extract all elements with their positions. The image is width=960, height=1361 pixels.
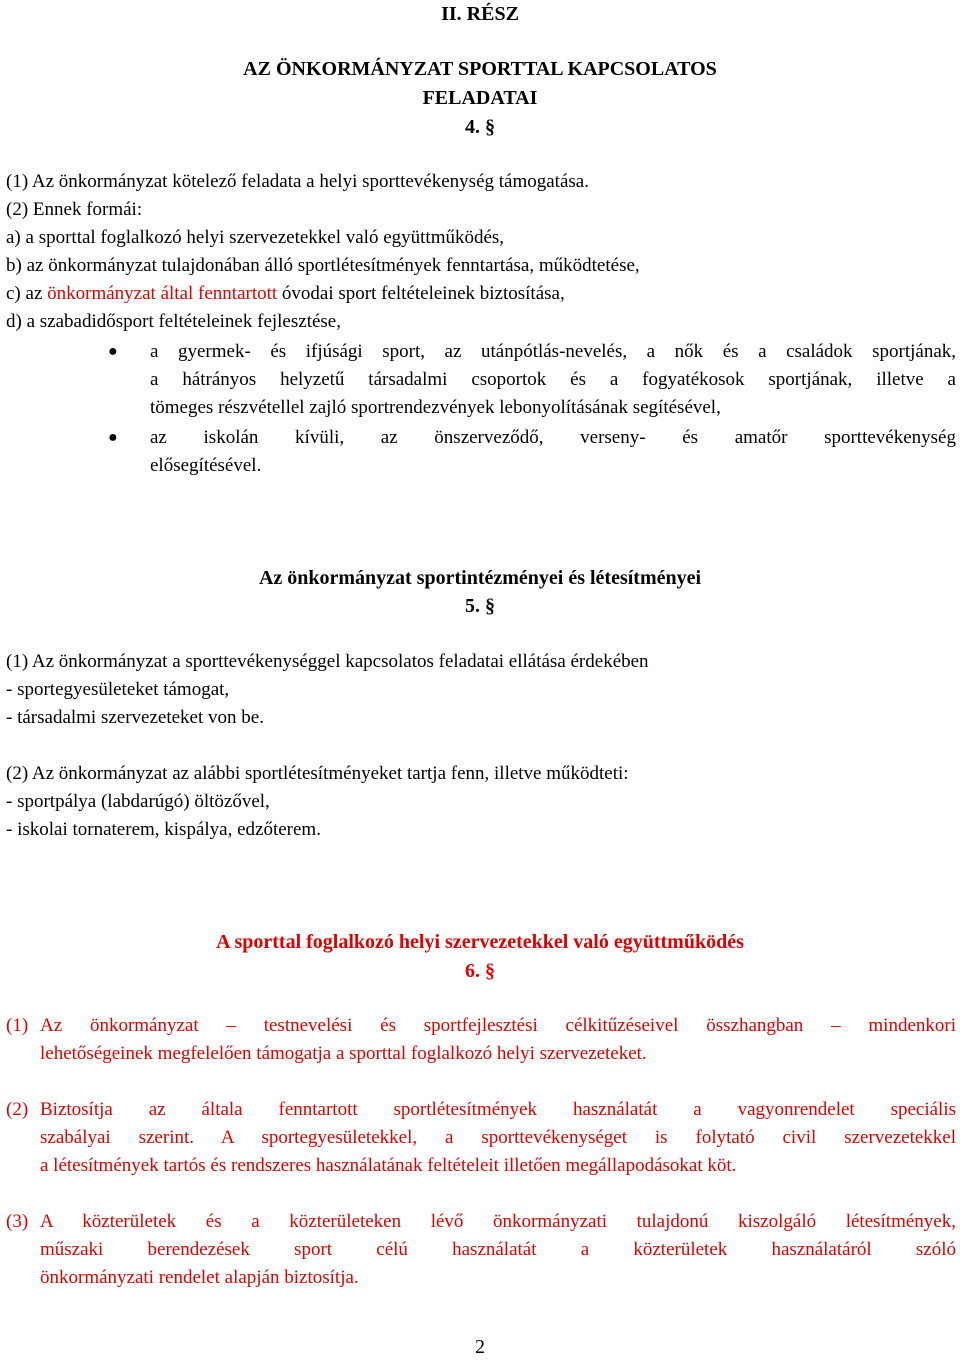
bullet-1-marker: ● xyxy=(108,343,118,360)
bullet-1-line2: a hátrányos helyzetű társadalmi csoportok és a fogyatékosok sportjának, illetve a xyxy=(150,369,956,390)
bullet-2-line2: elősegítésével. xyxy=(150,455,262,476)
s6-point-1-line2: lehetőségeinek megfelelően támogatja a sporttal foglalkozó helyi szervezeteket. xyxy=(40,1043,647,1064)
s6-point-1-number: (1) xyxy=(6,1015,29,1036)
s5-point-1-item-1: - sportegyesületeket támogat, xyxy=(6,679,230,700)
s6-point-3-line2: műszaki berendezések sport célú használatát a közterületek használatáról szóló xyxy=(40,1239,956,1260)
heading-5: Az önkormányzat sportintézményei és létesítményei xyxy=(258,567,702,589)
bullet-2-line1: az iskolán kívüli, az önszerveződő, verseny- és amatőr sporttevékenység xyxy=(150,427,956,448)
s4-item-c-amended: önkormányzat által fenntartott xyxy=(47,283,278,304)
part-title: II. RÉSZ xyxy=(441,3,519,25)
s4-point-2: (2) Ennek formái: xyxy=(6,199,143,220)
s5-point-2-item-1: - sportpálya (labdarúgó) öltözővel, xyxy=(6,791,270,812)
bullet-2-marker: ● xyxy=(108,429,118,446)
page-number: 2 xyxy=(475,1336,485,1358)
s6-point-2-line3: a létesítmények tartós és rendszeres használatának feltételeit illetően megállapodásokat köt. xyxy=(40,1155,737,1176)
s4-item-a: a) a sporttal foglalkozó helyi szervezetekkel való együttműködés, xyxy=(6,227,505,248)
s6-point-3-line3: önkormányzati rendelet alapján biztosítja. xyxy=(40,1267,359,1288)
s4-item-d: d) a szabadidősport feltételeinek fejlesztése, xyxy=(6,311,341,332)
s6-point-3-number: (3) xyxy=(6,1211,29,1232)
bullet-1-line1: a gyermek- és ifjúsági sport, az utánpótlás-nevelés, a nők és a családok sportjának, xyxy=(150,341,956,362)
heading-6: A sporttal foglalkozó helyi szervezetekkel való együttműködés xyxy=(216,931,744,953)
s5-point-1: (1) Az önkormányzat a sporttevékenységgel kapcsolatos feladatai ellátása érdekében xyxy=(6,651,649,672)
s6-point-2-number: (2) xyxy=(6,1099,29,1120)
s6-point-2-line2: szabályai szerint. A sportegyesületekkel, a sporttevékenységet is folytató civil szervezetekkel xyxy=(40,1127,956,1148)
s6-point-1-line1: Az önkormányzat – testnevelési és sportfejlesztési célkitűzéseivel összhangban – mindenkori xyxy=(40,1015,956,1036)
s5-point-2: (2) Az önkormányzat az alábbi sportlétesítményeket tartja fenn, illetve működteti: xyxy=(6,763,629,784)
s4-item-b: b) az önkormányzat tulajdonában álló sportlétesítmények fenntartása, működtetése, xyxy=(6,255,640,276)
s4-point-1: (1) Az önkormányzat kötelező feladata a helyi sporttevékenység támogatása. xyxy=(6,171,589,192)
s5-point-1-item-2: - társadalmi szervezeteket von be. xyxy=(6,707,264,728)
s4-item-c-pre: c) az xyxy=(6,283,48,304)
paragraph-5-heading: 5. § xyxy=(465,595,495,617)
s6-point-3-line1: A közterületek és a közterületeken lévő önkormányzati tulajdonú kiszolgáló létesítmények, xyxy=(40,1211,956,1232)
s4-item-c-post: óvodai sport feltételeinek biztosítása, xyxy=(277,283,565,304)
s5-point-2-item-2: - iskolai tornaterem, kispálya, edzőterem. xyxy=(6,819,321,840)
paragraph-6-heading: 6. § xyxy=(465,960,495,982)
section-title-line2: FELADATAI xyxy=(422,87,538,109)
paragraph-4-heading: 4. § xyxy=(465,116,495,138)
s6-point-2-line1: Biztosítja az általa fenntartott sportlétesítmények használatát a vagyonrendelet speciális xyxy=(40,1099,956,1120)
bullet-1-line3: tömeges részvétellel zajló sportrendezvények lebonyolításának segítésével, xyxy=(150,397,721,418)
s4-item-c xyxy=(6,280,565,308)
section-title-line1: AZ ÖNKORMÁNYZAT SPORTTAL KAPCSOLATOS xyxy=(243,58,717,80)
